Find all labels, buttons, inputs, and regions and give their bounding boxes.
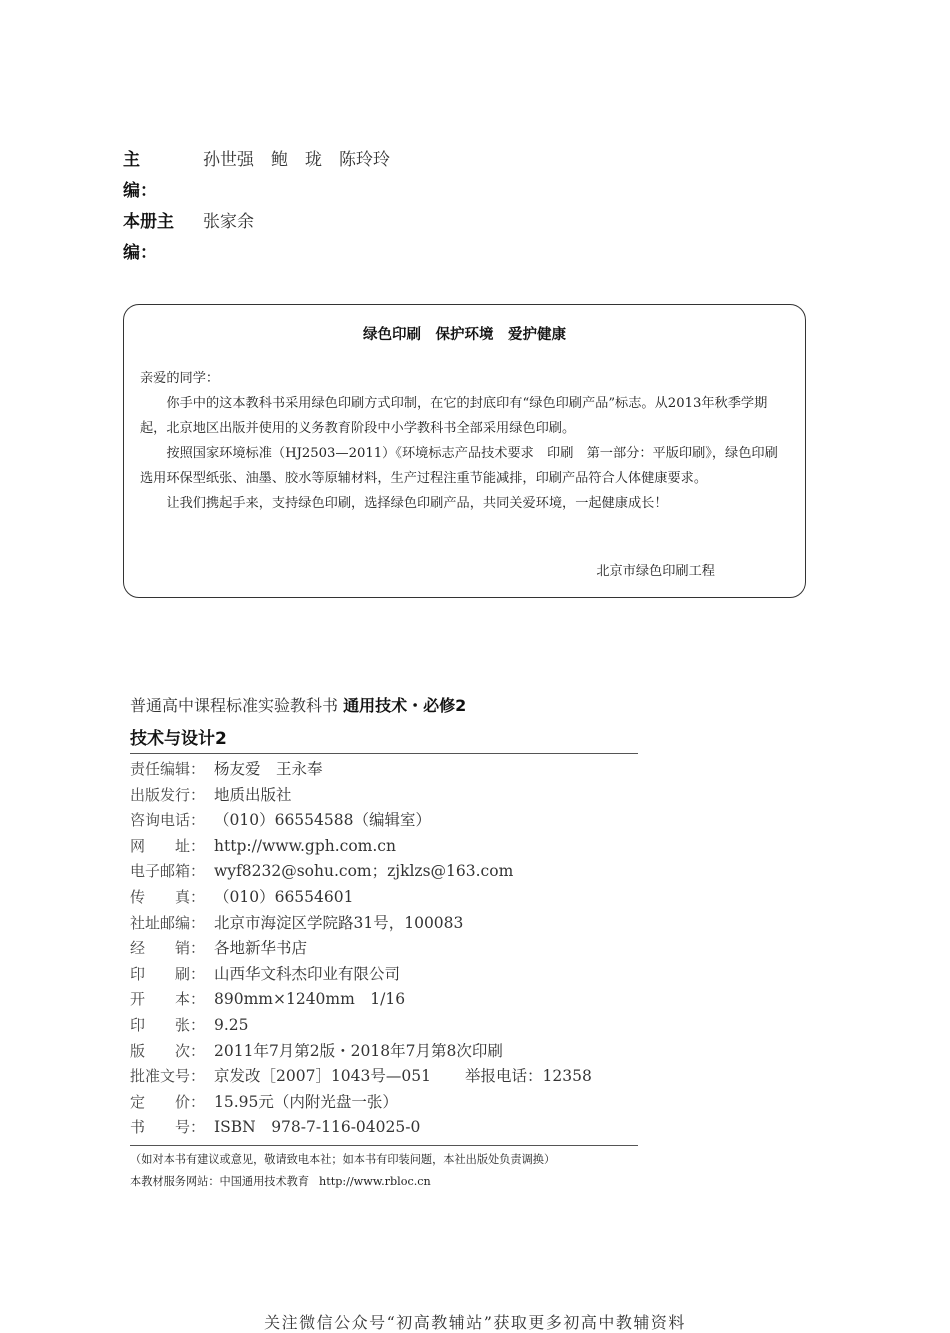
info-value: 杨友爱 王永奉 xyxy=(214,760,323,778)
notice-paragraph-2: 按照国家环境标准（HJ2503—2011）《环境标志产品技术要求 印刷 第一部分：平版印刷》，绿色印刷选用环保型纸张、油墨、胶水等原辅材料，生产过程注重节能减排，印刷产品符合人体健康要求。 xyxy=(140,446,778,486)
info-row-format xyxy=(130,987,638,1013)
info-value: 890mm×1240mm 1/16 xyxy=(214,990,406,1009)
service-website-line xyxy=(130,1171,638,1193)
footer-watermark: 关注微信公众号“初高教辅站”获取更多初高中教辅资料 xyxy=(264,1313,686,1332)
volume-editor-name: 张家余 xyxy=(203,212,254,232)
info-row-edition xyxy=(130,1039,638,1065)
volume-editor-label: 本册主编： xyxy=(123,212,174,263)
report-value: 12358 xyxy=(542,1067,592,1086)
info-key: 书 号： xyxy=(130,1118,206,1137)
editors-block xyxy=(123,145,390,269)
info-key: 网 址： xyxy=(130,836,206,855)
green-printing-notice xyxy=(123,304,806,598)
info-row-phone xyxy=(130,808,638,834)
colophon-bottom-rule xyxy=(130,1145,638,1146)
colophon-info xyxy=(130,757,638,1141)
info-key: 责任编辑： xyxy=(130,760,206,778)
notice-greeting: 亲爱的同学： xyxy=(140,371,220,386)
colophon-top-rule xyxy=(130,753,638,754)
info-key: 开 本： xyxy=(130,990,206,1009)
info-value: 地质出版社 xyxy=(214,785,292,804)
info-row-fax xyxy=(130,885,638,911)
info-key: 印 刷： xyxy=(130,964,206,983)
info-key: 电子邮箱： xyxy=(130,862,206,881)
colophon-notes xyxy=(130,1149,638,1193)
info-row-distribution xyxy=(130,936,638,962)
notice-title: 绿色印刷 保护环境 爱护健康 xyxy=(363,327,566,343)
notice-paragraph-1: 你手中的这本教科书采用绿色印刷方式印制，在它的封底印有“绿色印刷产品”标志。从2013年秋季学期起，北京地区出版并使用的义务教育阶段中小学教科书全部采用绿色印刷。 xyxy=(140,396,768,436)
notice-signature: 北京市绿色印刷工程 xyxy=(596,564,715,579)
info-row-isbn xyxy=(130,1115,638,1141)
chief-editors-row xyxy=(123,145,390,207)
info-row-printer xyxy=(130,962,638,988)
service-label: 本教材服务网站：中国通用技术教育 xyxy=(130,1174,310,1188)
info-row-editor xyxy=(130,757,638,783)
info-value: ISBN 978-7-116-04025-0 xyxy=(214,1118,421,1137)
series-line xyxy=(130,694,638,718)
info-row-sheets xyxy=(130,1013,638,1039)
info-value: http://www.gph.com.cn xyxy=(214,836,396,855)
feedback-note: （如对本书有建议或意见，敬请致电本社；如本书有印装问题，本社出版处负责调换） xyxy=(130,1152,556,1166)
info-value: 山西华文科杰印业有限公司 xyxy=(214,964,401,983)
info-value: wyf8232@sohu.com；zjklzs@163.com xyxy=(214,862,514,881)
info-value: 15.95元（内附光盘一张） xyxy=(214,1092,398,1111)
approval-label: 批准文号： xyxy=(130,1067,206,1086)
info-key: 咨询电话： xyxy=(130,811,206,830)
volume-editor-row xyxy=(123,207,390,269)
info-row-address xyxy=(130,911,638,937)
book-title: 技术与设计2 xyxy=(130,729,227,749)
notice-paragraph-3: 让我们携起手来，支持绿色印刷，选择绿色印刷产品，共同关爱环境，一起健康成长！ xyxy=(166,496,668,511)
info-value: （010）66554588（编辑室） xyxy=(214,811,431,830)
info-row-publisher xyxy=(130,783,638,809)
info-key: 传 真： xyxy=(130,887,206,906)
service-url: http://www.rbloc.cn xyxy=(319,1174,431,1188)
info-row-email xyxy=(130,859,638,885)
info-value: 各地新华书店 xyxy=(214,939,308,958)
info-row-price xyxy=(130,1090,638,1116)
info-value: 北京市海淀区学院路31号，100083 xyxy=(214,913,464,932)
chief-editors-names: 孙世强 鲍 珑 陈玲玲 xyxy=(203,150,390,170)
info-key: 经 销： xyxy=(130,939,206,958)
info-value: （010）66554601 xyxy=(214,887,354,906)
info-value: 2011年7月第2版・2018年7月第8次印刷 xyxy=(214,1041,503,1060)
info-key: 版 次： xyxy=(130,1041,206,1060)
info-value: 9.25 xyxy=(214,1015,249,1034)
series-subject: 通用技术・必修2 xyxy=(343,696,467,715)
report-label: 举报电话： xyxy=(464,1067,543,1086)
colophon xyxy=(130,694,638,1193)
info-key: 社址邮编： xyxy=(130,913,206,932)
info-key: 出版发行： xyxy=(130,785,206,804)
info-row-approval xyxy=(130,1064,638,1090)
chief-editors-label: 主 编： xyxy=(123,150,174,201)
info-row-website xyxy=(130,834,638,860)
approval-value: 京发改［2007］1043号—051 xyxy=(214,1067,431,1086)
info-key: 印 张： xyxy=(130,1015,206,1034)
series-prefix: 普通高中课程标准实验教科书 xyxy=(130,696,339,715)
info-key: 定 价： xyxy=(130,1092,206,1111)
